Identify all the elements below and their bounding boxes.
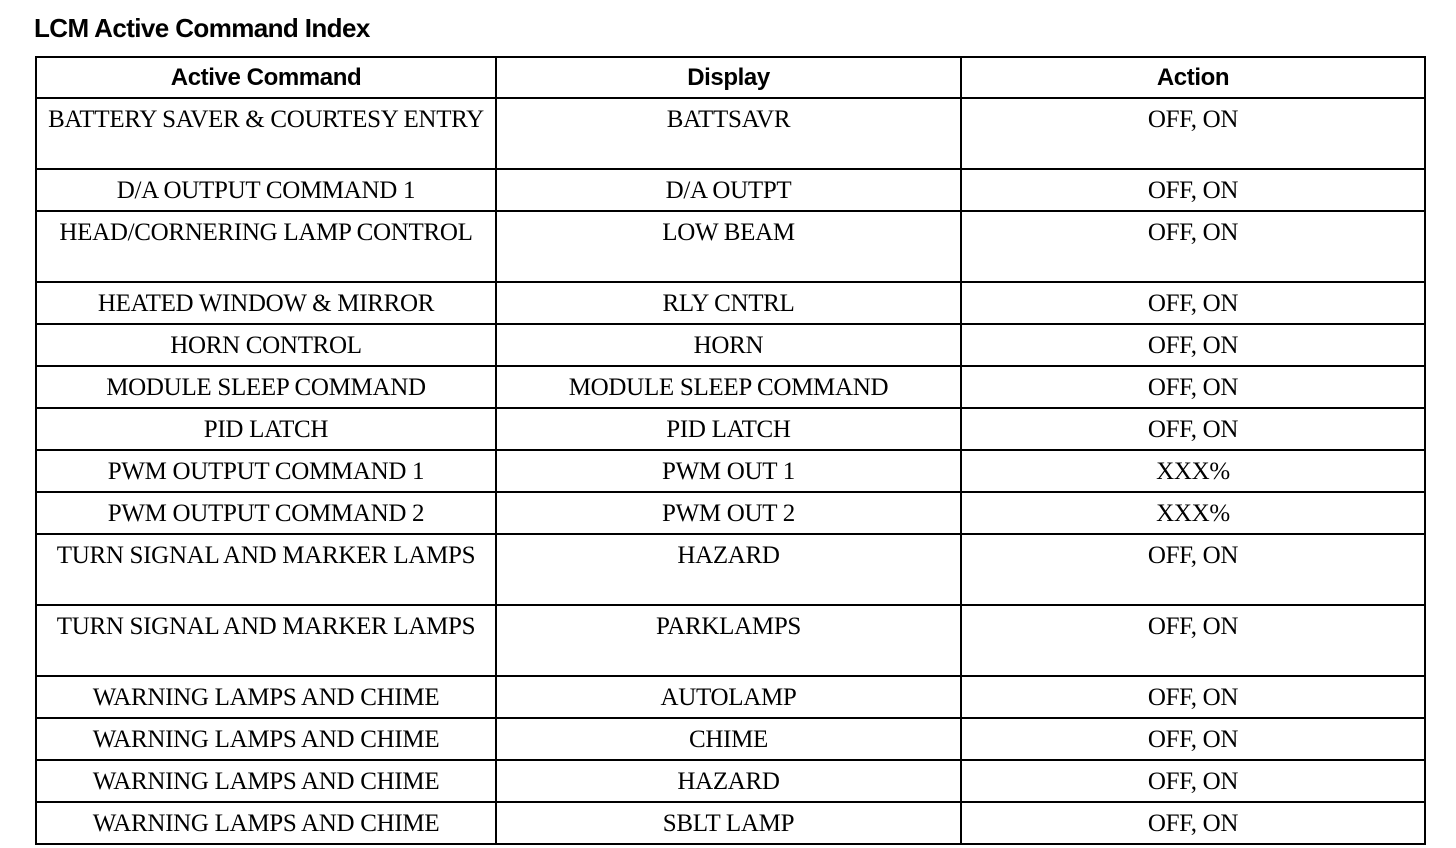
active-command-cell: WARNING LAMPS AND CHIME	[36, 676, 496, 718]
display-cell: CHIME	[496, 718, 961, 760]
action-cell: XXX%	[961, 492, 1425, 534]
table-row	[36, 718, 1425, 760]
action-cell: OFF, ON	[961, 324, 1425, 366]
display-cell: PWM OUT 1	[496, 450, 961, 492]
action-cell: OFF, ON	[961, 408, 1425, 450]
active-command-cell: BATTERY SAVER & COURTESY ENTRY	[36, 98, 496, 169]
active-command-cell: HEATED WINDOW & MIRROR	[36, 282, 496, 324]
table-row	[36, 324, 1425, 366]
table-row	[36, 169, 1425, 211]
table-row	[36, 534, 1425, 605]
active-command-cell: PWM OUTPUT COMMAND 2	[36, 492, 496, 534]
display-cell: RLY CNTRL	[496, 282, 961, 324]
action-cell: OFF, ON	[961, 534, 1425, 605]
display-cell: PARKLAMPS	[496, 605, 961, 676]
table-row	[36, 408, 1425, 450]
display-cell: SBLT LAMP	[496, 802, 961, 844]
action-cell: OFF, ON	[961, 366, 1425, 408]
column-header-action: Action	[961, 57, 1425, 98]
display-cell: BATTSAVR	[496, 98, 961, 169]
table-row	[36, 492, 1425, 534]
active-command-cell: HORN CONTROL	[36, 324, 496, 366]
display-cell: PID LATCH	[496, 408, 961, 450]
action-cell: XXX%	[961, 450, 1425, 492]
active-command-cell: PID LATCH	[36, 408, 496, 450]
display-cell: D/A OUTPT	[496, 169, 961, 211]
table-row	[36, 211, 1425, 282]
active-command-cell: PWM OUTPUT COMMAND 1	[36, 450, 496, 492]
active-command-cell: TURN SIGNAL AND MARKER LAMPS	[36, 534, 496, 605]
display-cell: AUTOLAMP	[496, 676, 961, 718]
active-command-cell: WARNING LAMPS AND CHIME	[36, 760, 496, 802]
action-cell: OFF, ON	[961, 802, 1425, 844]
display-cell: MODULE SLEEP COMMAND	[496, 366, 961, 408]
command-table	[35, 56, 1426, 845]
table-row	[36, 366, 1425, 408]
table-row	[36, 98, 1425, 169]
table-row	[36, 760, 1425, 802]
table-row	[36, 802, 1425, 844]
table-row	[36, 282, 1425, 324]
active-command-cell: WARNING LAMPS AND CHIME	[36, 802, 496, 844]
action-cell: OFF, ON	[961, 760, 1425, 802]
action-cell: OFF, ON	[961, 605, 1425, 676]
table-row	[36, 450, 1425, 492]
table-header-row	[36, 57, 1425, 98]
action-cell: OFF, ON	[961, 211, 1425, 282]
table-row	[36, 605, 1425, 676]
display-cell: LOW BEAM	[496, 211, 961, 282]
display-cell: HAZARD	[496, 534, 961, 605]
active-command-cell: WARNING LAMPS AND CHIME	[36, 718, 496, 760]
display-cell: HAZARD	[496, 760, 961, 802]
column-header-active-command: Active Command	[36, 57, 496, 98]
action-cell: OFF, ON	[961, 169, 1425, 211]
action-cell: OFF, ON	[961, 676, 1425, 718]
active-command-cell: MODULE SLEEP COMMAND	[36, 366, 496, 408]
active-command-cell: HEAD/CORNERING LAMP CONTROL	[36, 211, 496, 282]
column-header-display: Display	[496, 57, 961, 98]
action-cell: OFF, ON	[961, 282, 1425, 324]
action-cell: OFF, ON	[961, 98, 1425, 169]
display-cell: PWM OUT 2	[496, 492, 961, 534]
page-title: LCM Active Command Index	[34, 13, 370, 43]
action-cell: OFF, ON	[961, 718, 1425, 760]
table-row	[36, 676, 1425, 718]
active-command-cell: D/A OUTPUT COMMAND 1	[36, 169, 496, 211]
active-command-cell: TURN SIGNAL AND MARKER LAMPS	[36, 605, 496, 676]
display-cell: HORN	[496, 324, 961, 366]
